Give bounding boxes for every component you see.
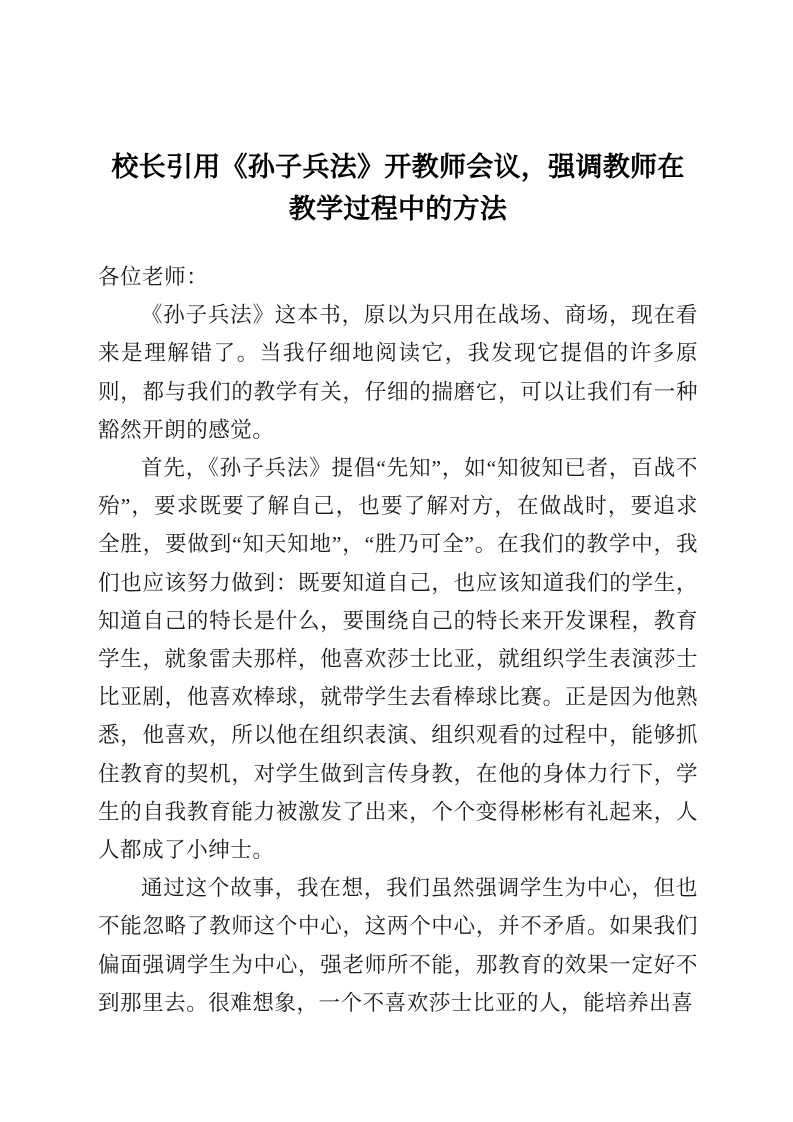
document-content (98, 146, 698, 1022)
paragraph-3: 通过这个故事，我在想，我们虽然强调学生为中心，但也不能忽略了教师这个中心，这两个中心，并不矛盾。如果我们偏面强调学生为中心，强老师所不能，那教育的效果一定好不到那里去。很难想象，一个不喜欢莎士比亚的人，能培养出喜 (98, 876, 698, 1015)
document-body (98, 258, 698, 1022)
paragraph-salutation: 各位老师： (98, 265, 209, 289)
paragraph-2: 首先，《孙子兵法》提倡“先知”，如“知彼知已者，百战不殆”，要求既要了解自己，也要了解对方，在做战时，要追求全胜，要做到“知天知地”，“胜乃可全”。在我们的教学中，我们也应该努力做到：既要知道自己，也应该知道我们的学生，知道自己的特长是什么，要围绕自己的特长来开发课程，教育学生，就象雷夫那样，他喜欢莎士比亚，就组织学生表演莎士比亚剧，他喜欢棒球，就带学生去看棒球比赛。正是因为他熟悉，他喜欢，所以他在组织表演、组织观看的过程中，能够抓住教育的契机，对学生做到言传身教，在他的身体力行下，学生的自我教育能力被激发了出来，个个变得彬彬有礼起来，人人都成了小绅士。 (98, 456, 698, 863)
page-title: 校长引用《孙子兵法》开教师会议，强调教师在教学过程中的方法 (111, 152, 685, 224)
paragraph-1: 《孙子兵法》这本书，原以为只用在战场、商场，现在看来是理解错了。当我仔细地阅读它，我发现它提倡的许多原则，都与我们的教学有关，仔细的揣磨它，可以让我们有一种豁然开朗的感觉。 (98, 303, 698, 442)
